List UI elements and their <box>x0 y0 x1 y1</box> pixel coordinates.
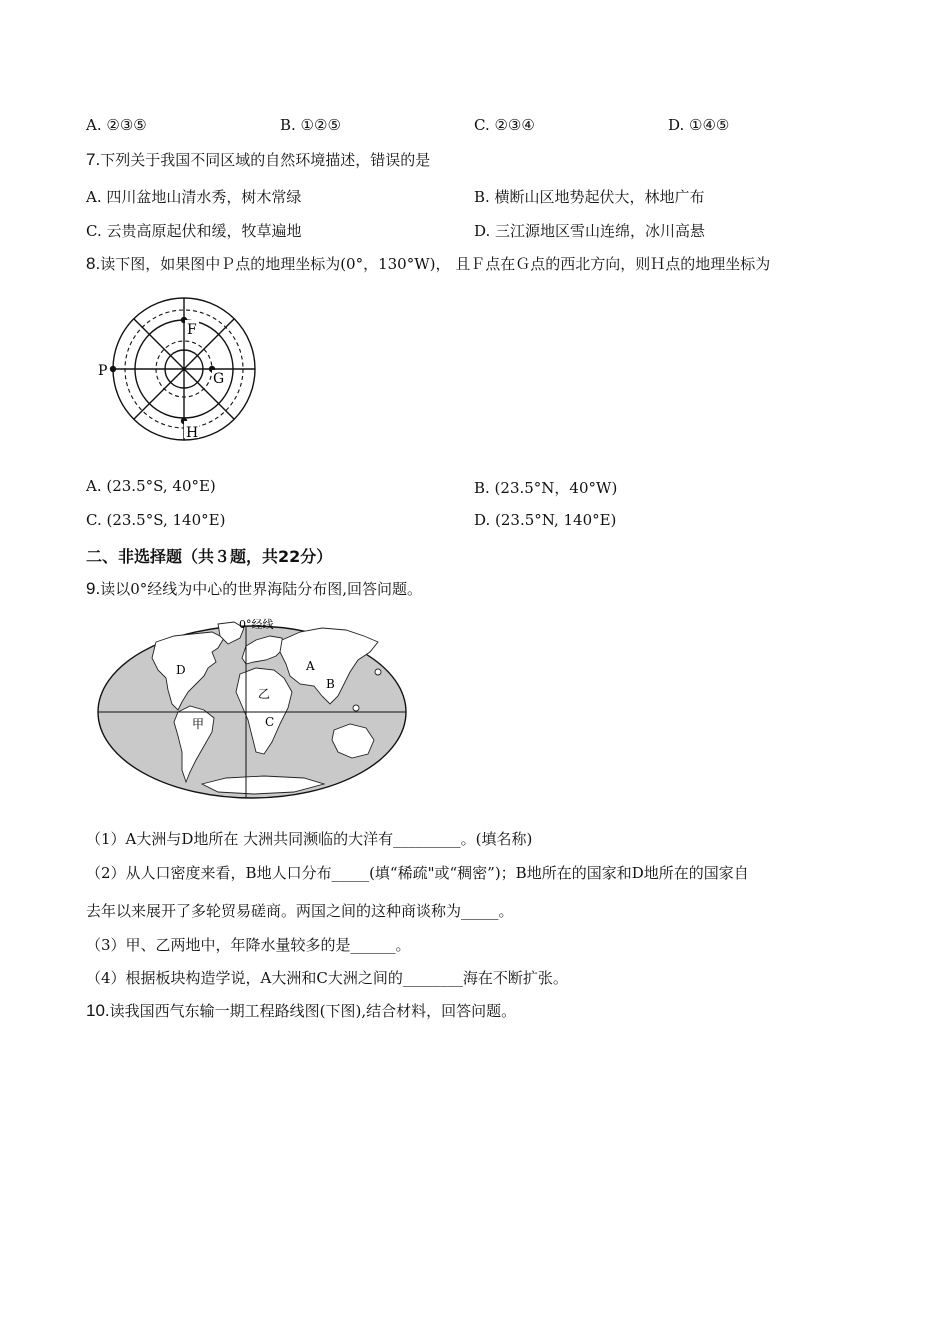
label-f: F <box>187 322 197 338</box>
q9-stem: 读以0°经线为中心的世界海陆分布图,回答问题。 <box>100 580 423 598</box>
q6-option-d: D. ①④⑤ <box>668 116 730 134</box>
southeast-asia-islands <box>353 705 359 711</box>
q9-question <box>86 578 422 599</box>
section-title-non-choice: 二、非选择题（共３题，共22分） <box>86 547 333 566</box>
label-p: P <box>98 363 108 379</box>
q8-stem: 读下图，如果图中Ｐ点的地理坐标为(0°，130°W)， 且Ｆ点在Ｇ点的西北方向，则Ｈ点的地理坐标为 <box>100 255 771 273</box>
q9-subquestion-4: （4）根据板块构造学说，A大洲和C大洲之间的________海在不断扩张。 <box>86 969 568 987</box>
q8-option-b: B. (23.5°N，40°W) <box>474 479 618 497</box>
label-jia: 甲 <box>192 717 205 731</box>
q10-stem: 读我国西气东输一期工程路线图(下图),结合材料，回答问题。 <box>109 1002 517 1020</box>
q6-option-b: B. ①②⑤ <box>280 116 341 134</box>
q8-option-a: A. (23.5°S, 40°E) <box>86 477 216 495</box>
q9-subquestion-2b: 去年以来展开了多轮贸易磋商。两国之间的这种商谈称为_____。 <box>86 902 514 920</box>
q7-option-c: C. 云贵高原起伏和缓，牧草遍地 <box>86 222 302 240</box>
label-b: B <box>326 677 335 691</box>
q7-option-a: A. 四川盆地山清水秀，树木常绿 <box>86 188 302 206</box>
q8-question <box>86 253 770 274</box>
q8-option-c: C. (23.5°S, 140°E) <box>86 511 226 529</box>
q9-subquestion-3: （3）甲、乙两地中，年降水量较多的是______。 <box>86 936 411 954</box>
q9-subquestion-2a: （2）从人口密度来看，B地人口分布_____(填“稀疏"或“稠密”)；B地所在的国家和D地所在的国家自 <box>86 864 749 882</box>
q7-stem: 下列关于我国不同区域的自然环境描述，错误的是 <box>100 151 431 169</box>
label-h: H <box>186 425 199 441</box>
q6-option-a: A. ②③⑤ <box>86 116 147 134</box>
q6-option-c: C. ②③④ <box>474 116 535 134</box>
q9-number: 9. <box>86 579 101 598</box>
q9-subquestion-1: （1）A大洲与D地所在 大洲共同濒临的大洋有_________。(填名称) <box>86 830 533 848</box>
polar-view-diagram <box>96 290 266 445</box>
q7-number: 7. <box>86 150 101 169</box>
q10-number: 10. <box>86 1001 110 1020</box>
label-yi: 乙 <box>258 687 271 701</box>
q8-number: 8. <box>86 254 101 273</box>
q7-question <box>86 149 430 170</box>
label-d: D <box>176 663 186 677</box>
point-p-dot <box>110 366 116 372</box>
label-c: C <box>265 715 275 729</box>
label-a: A <box>306 659 315 673</box>
q7-option-d: D. 三江源地区雪山连绵，冰川高悬 <box>474 222 706 240</box>
meridian-label: 0°经线 <box>239 618 274 631</box>
label-g: G <box>213 371 225 387</box>
q8-option-d: D. (23.5°N, 140°E) <box>474 511 617 529</box>
japan-islands <box>375 669 381 675</box>
world-map-diagram <box>94 612 414 804</box>
q7-option-b: B. 横断山区地势起伏大，林地广布 <box>474 188 705 206</box>
q10-question <box>86 1000 516 1021</box>
